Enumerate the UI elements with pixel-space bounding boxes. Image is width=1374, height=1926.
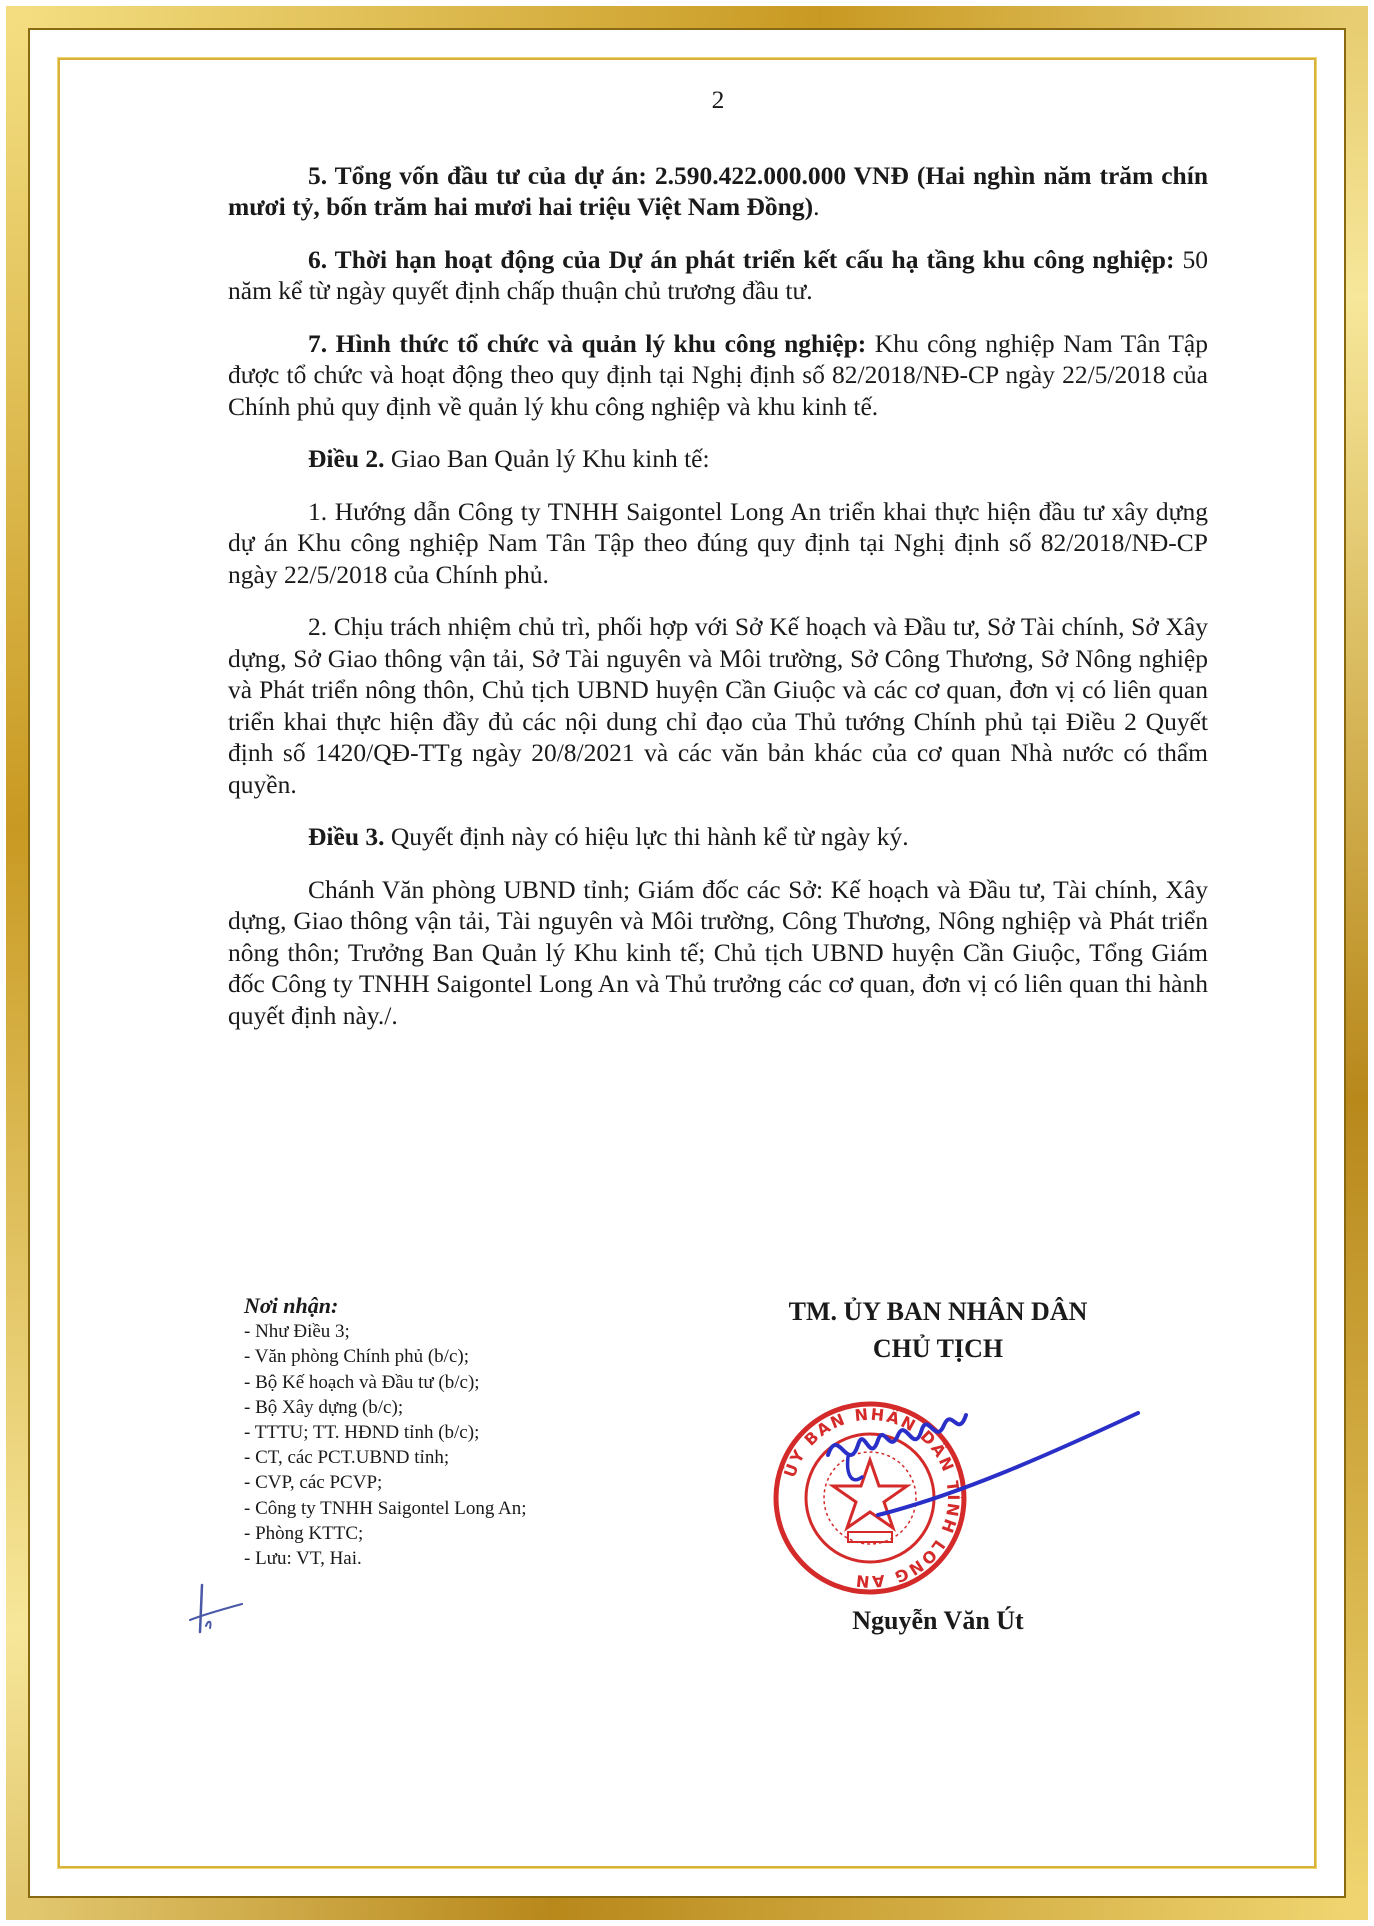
recipients-heading: Nơi nhận: [244, 1293, 339, 1318]
footer-section [228, 1293, 1208, 1793]
paragraph-heading: 7. Hình thức tổ chức và quản lý khu công nghiệp: [308, 328, 867, 358]
signature-block [668, 1293, 1208, 1635]
recipient-item: - CT, các PCT.UBND tỉnh; [244, 1447, 450, 1469]
recipients-block [244, 1293, 664, 1571]
document-page [228, 84, 1209, 1635]
paragraph-heading: Điều 2. [308, 444, 385, 473]
signature-position: CHỦ TỊCH [872, 1334, 1004, 1363]
paragraph-text: 2. Chịu trách nhiệm chủ trì, phối hợp với Sở Kế hoạch và Đầu tư, Sở Tài chính, Sở Xây dựng, Sở Giao thông vận tải, Sở Tài nguyên và Môi trường, Sở Công Thương, Sở Nông nghiệp và Phát triển nông thôn, Chủ tịch UBND huyện Cần Giuộc và các cơ quan, đơn vị có liên quan triển khai thực hiện đầy đủ các nội dung chỉ đạo của Thủ tướng Chính phủ tại Điều 2 Quyết định số 1420/QĐ-TTg ngày 20/8/2021 và các văn bản khác của cơ quan Nhà nước có thẩm quyền. [228, 612, 1208, 799]
recipient-item: - Bộ Kế hoạch và Đầu tư (b/c); [244, 1371, 480, 1393]
page-number: 2 [711, 85, 725, 114]
recipient-item: - TTTU; TT. HĐND tỉnh (b/c); [244, 1422, 480, 1444]
recipient-item: - Lưu: VT, Hai. [244, 1548, 362, 1570]
paragraph-text: Giao Ban Quản lý Khu kinh tế: [384, 444, 710, 473]
handwritten-signature-icon [818, 1385, 1148, 1525]
paragraph [228, 496, 1208, 591]
paragraph-text: Chánh Văn phòng UBND tỉnh; Giám đốc các Sở: Kế hoạch và Đầu tư, Tài chính, Xây dựng, Giao thông vận tải, Tài nguyên và Môi trường, Công Thương, Nông nghiệp và Phát triển nông thôn; Trưởng Ban Quản lý Khu kinh tế; Chủ tịch UBND huyện Cần Giuộc, Tổng Giám đốc Công ty TNHH Saigontel Long An và Thủ trưởng các cơ quan, đơn vị có liên quan thi hành quyết định này./. [228, 874, 1208, 1030]
initials-mark-icon [180, 1580, 250, 1640]
recipient-item: - Phòng KTTC; [244, 1522, 364, 1544]
paragraph [228, 160, 1208, 223]
paragraph [228, 328, 1208, 423]
paragraph-text: Quyết định này có hiệu lực thi hành kể từ ngày ký. [384, 822, 909, 851]
paragraph [228, 244, 1208, 307]
paragraph-text: 1. Hướng dẫn Công ty TNHH Saigontel Long An triển khai thực hiện đầu tư xây dựng dự án Khu công nghiệp Nam Tân Tập theo đúng quy định tại Nghị định số 82/2018/NĐ-CP ngày 22/5/2018 của Chính phủ. [228, 496, 1208, 589]
signer-name: Nguyễn Văn Út [852, 1606, 1024, 1635]
paragraph-heading: 5. Tổng vốn đầu tư của dự án: 2.590.422.000.000 VNĐ (Hai nghìn năm trăm chín mươi tỷ, bốn trăm hai mươi hai triệu Việt Nam Đồng) [228, 160, 1208, 221]
recipient-item: - Bộ Xây dựng (b/c); [244, 1396, 404, 1418]
body-paragraphs [228, 160, 1208, 1032]
signature-title: TM. ỦY BAN NHÂN DÂN [788, 1297, 1088, 1326]
paragraph-heading: Điều 3. [308, 822, 385, 851]
recipient-item: - Văn phòng Chính phủ (b/c); [244, 1346, 469, 1368]
paragraph-text: Khu công nghiệp Nam Tân Tập được tổ chức và hoạt động theo quy định tại Nghị định số 82/2018/NĐ-CP ngày 22/5/2018 của Chính phủ quy định về quản lý khu công nghiệp và khu kinh tế. [228, 328, 1208, 421]
paragraph [228, 821, 1208, 853]
paragraph [228, 443, 1208, 475]
svg-text:ỦY BAN NHÂN DÂN TỈNH LONG AN: ỦY BAN NHÂN DÂN TỈNH LONG AN [779, 1404, 964, 1592]
paragraph [228, 611, 1208, 800]
recipient-item: - Như Điều 3; [244, 1321, 350, 1343]
recipients-list [244, 1319, 664, 1571]
paragraph-heading: 6. Thời hạn hoạt động của Dự án phát triển kết cấu hạ tầng khu công nghiệp: [308, 244, 1175, 274]
paragraph-text: 50 năm kể từ ngày quyết định chấp thuận chủ trương đầu tư. [228, 244, 1209, 305]
paragraph [228, 874, 1208, 1032]
recipient-item: - CVP, các PCVP; [244, 1472, 383, 1494]
paragraph-text: . [813, 192, 820, 221]
recipient-item: - Công ty TNHH Saigontel Long An; [244, 1497, 527, 1519]
